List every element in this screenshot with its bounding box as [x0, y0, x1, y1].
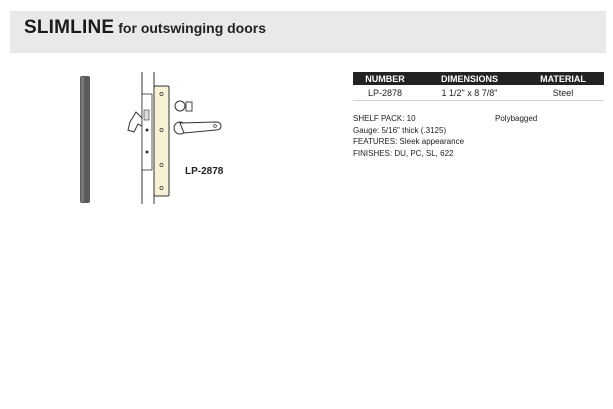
product-details — [353, 113, 464, 159]
packaging-text: Polybagged — [495, 114, 538, 123]
product-illustration — [70, 70, 240, 210]
latch-protector-plate — [154, 86, 169, 196]
inner-lever-handle — [128, 112, 142, 132]
table-row — [353, 85, 604, 101]
spec-table — [353, 72, 604, 101]
features-text: FEATURES: Sleek appearance — [353, 137, 465, 146]
title-subtitle: for outswinging doors — [118, 20, 267, 36]
spec-table-header — [353, 72, 604, 85]
column-header-number: NUMBER — [353, 72, 417, 85]
key-cylinder — [175, 101, 185, 111]
title-main: SLIMLINE — [24, 17, 115, 38]
part-number-label: LP-2878 — [185, 166, 224, 177]
finishes-text: FINISHES: DU, PC, SL, 622 — [353, 148, 454, 158]
page-title — [24, 12, 266, 38]
shelf-pack-text: SHELF PACK: 10 — [353, 114, 416, 123]
cell-number: LP-2878 — [353, 85, 417, 101]
column-header-material: MATERIAL — [522, 72, 604, 85]
lock-body — [142, 94, 152, 170]
column-header-dimensions: DIMENSIONS — [417, 72, 522, 85]
cell-material: Steel — [522, 85, 604, 101]
cell-dimensions: 1 1/2" x 8 7/8" — [417, 85, 522, 101]
gauge-text: Gauge: 5/16" thick (.3125) — [353, 125, 447, 135]
